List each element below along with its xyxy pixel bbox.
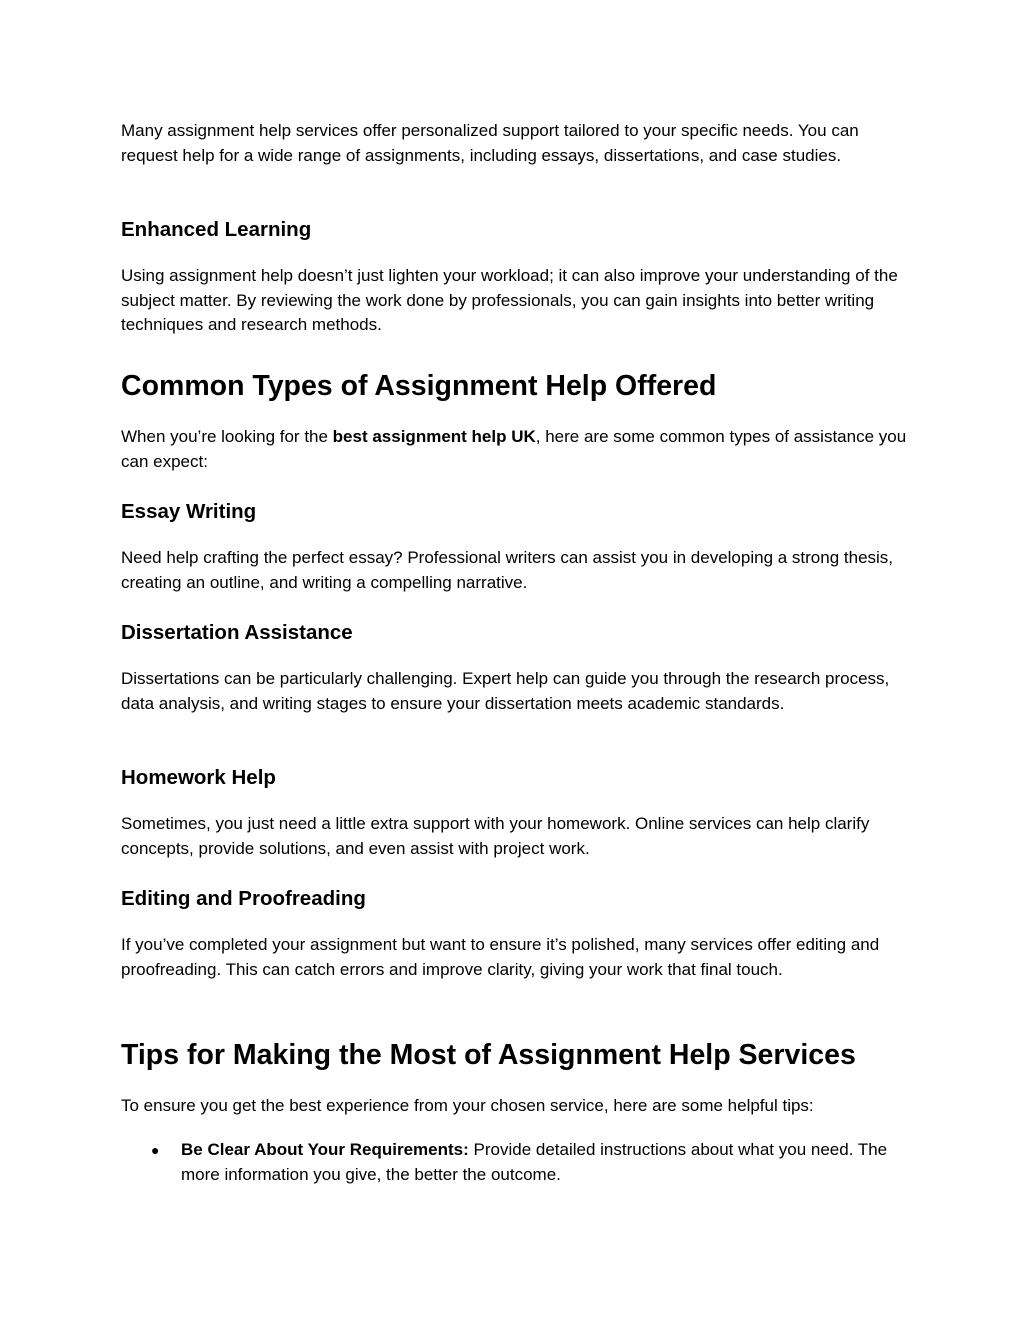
common-types-heading: Common Types of Assignment Help Offered bbox=[121, 370, 717, 402]
bullet-icon: ● bbox=[151, 1142, 160, 1158]
homework-help-heading: Homework Help bbox=[121, 766, 276, 789]
common-types-intro-bold: best assignment help UK bbox=[332, 427, 536, 446]
common-types-intro bbox=[121, 425, 911, 474]
homework-help-paragraph: Sometimes, you just need a little extra support with your homework. Online services can help clarify concepts, provide solutions, and even assist with project work. bbox=[121, 814, 870, 858]
common-types-intro-after: , here are some common types of assistance you can expect: bbox=[121, 427, 907, 471]
editing-proofreading-paragraph: If you’ve completed your assignment but want to ensure it’s polished, many services offer editing and proofreading. This can catch errors and improve clarity, giving your work that final touch. bbox=[121, 935, 880, 979]
editing-proofreading-heading: Editing and Proofreading bbox=[121, 887, 366, 910]
list-item bbox=[121, 1138, 911, 1187]
common-types-intro-before: When you’re looking for the bbox=[121, 427, 333, 446]
dissertation-assistance-paragraph: Dissertations can be particularly challenging. Expert help can guide you through the research process, data analysis, and writing stages to ensure your dissertation meets academic standards. bbox=[121, 669, 890, 713]
essay-writing-heading: Essay Writing bbox=[121, 500, 257, 523]
tips-list bbox=[121, 1138, 911, 1187]
tips-heading: Tips for Making the Most of Assignment Help Services bbox=[121, 1039, 856, 1071]
essay-writing-paragraph: Need help crafting the perfect essay? Professional writers can assist you in developing a strong thesis, creating an outline, and writing a compelling narrative. bbox=[121, 548, 894, 592]
enhanced-learning-heading: Enhanced Learning bbox=[121, 218, 312, 241]
tip-text: Provide detailed instructions about what you need. The more information you give, the better the outcome. bbox=[181, 1140, 888, 1184]
tips-intro: To ensure you get the best experience from your chosen service, here are some helpful tips: bbox=[121, 1096, 814, 1115]
dissertation-assistance-heading: Dissertation Assistance bbox=[121, 621, 353, 644]
enhanced-learning-paragraph: Using assignment help doesn’t just lighten your workload; it can also improve your understanding of the subject matter. By reviewing the work done by professionals, you can gain insights into better writing techniques and research methods. bbox=[121, 266, 898, 334]
tip-label: Be Clear About Your Requirements: bbox=[181, 1140, 469, 1159]
intro-paragraph: Many assignment help services offer personalized support tailored to your specific needs. You can request help for a wide range of assignments, including essays, dissertations, and case studies. bbox=[121, 121, 859, 165]
